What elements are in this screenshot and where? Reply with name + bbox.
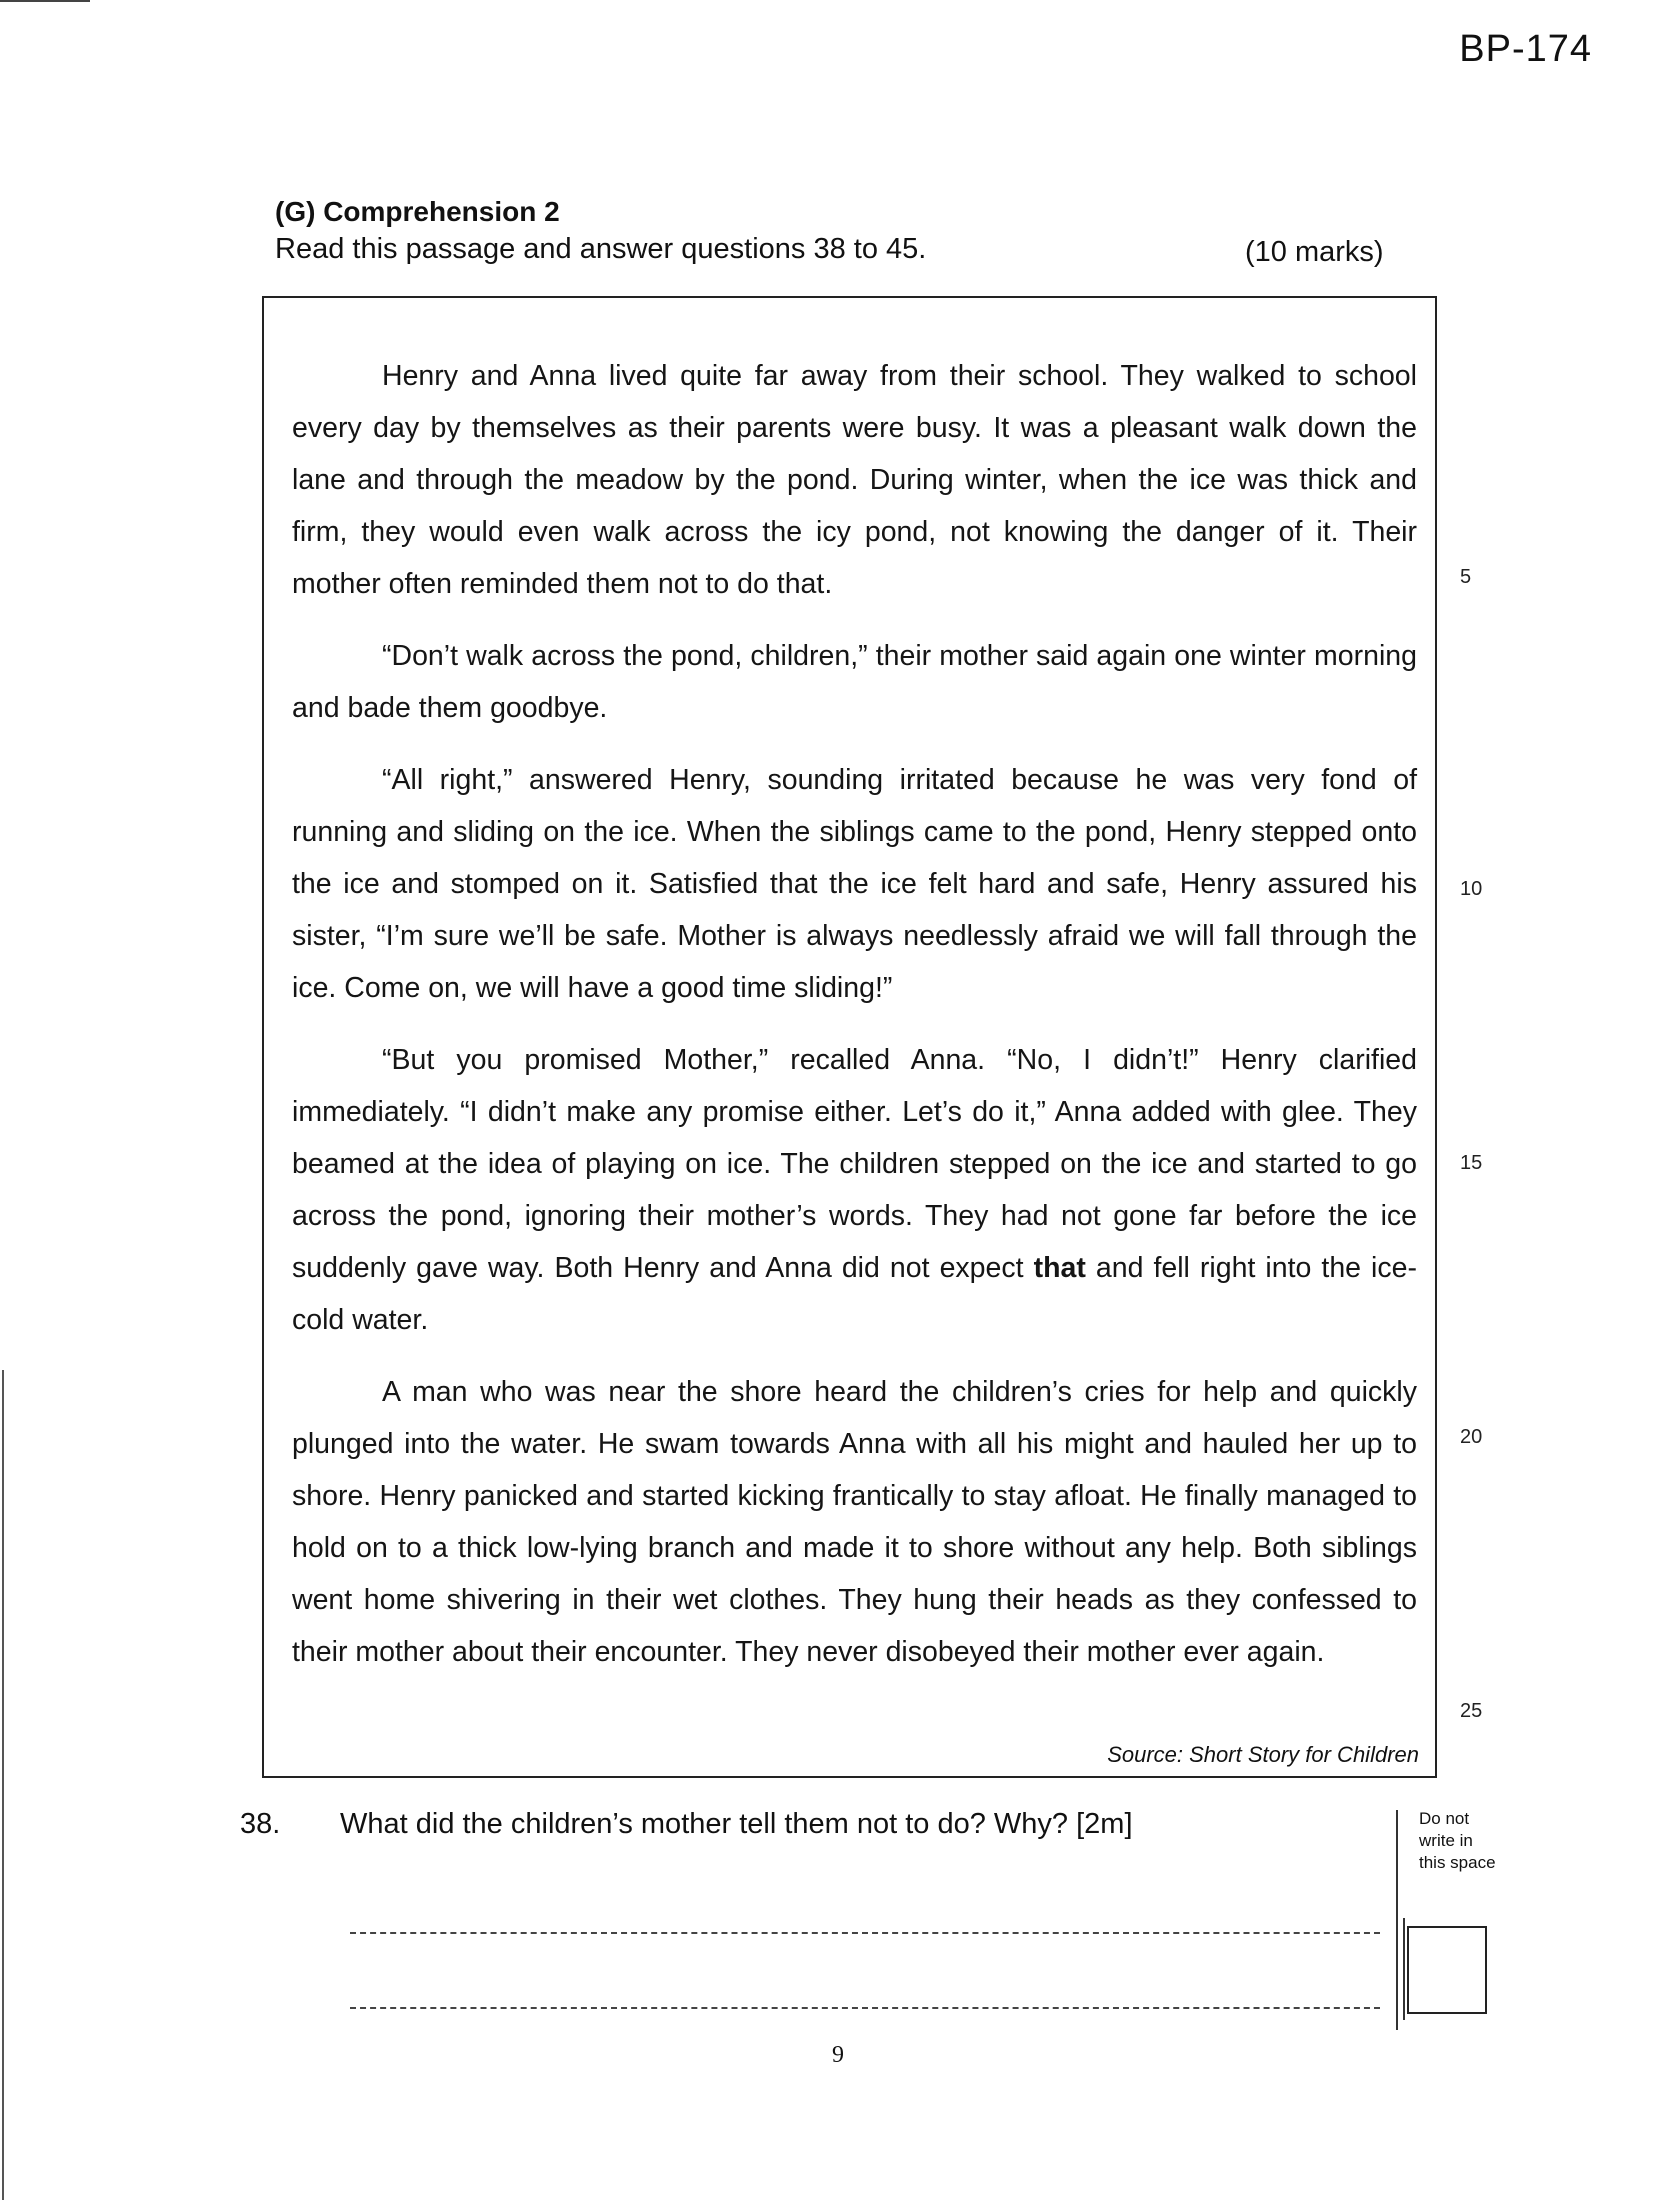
- corner-rule: [0, 0, 90, 2]
- line-number: 25: [1460, 1700, 1483, 1722]
- section-instruction: Read this passage and answer questions 38 to 45.: [275, 233, 927, 265]
- passage-paragraph-2: “Don’t walk across the pond, children,” their mother said again one winter morning and bade them goodbye.: [292, 640, 1417, 724]
- binding-edge-rule: [2, 1370, 4, 2200]
- line-number: 15: [1460, 1152, 1483, 1174]
- line-number: 20: [1460, 1426, 1483, 1448]
- section-heading: (G) Comprehension 2: [275, 196, 560, 227]
- line-number: 10: [1460, 878, 1483, 900]
- page-number: 9: [832, 2042, 844, 2068]
- paragraph-4-text-b: and fell right into the ice-cold water.: [292, 1252, 1417, 1336]
- answer-line-1[interactable]: [350, 1932, 1380, 1934]
- paper-code: BP-174: [1459, 28, 1592, 70]
- mark-box: [1407, 1926, 1487, 2014]
- line-number: 5: [1460, 566, 1472, 588]
- passage-source: Source: Short Story for Children: [1107, 1742, 1419, 1767]
- passage-text: [292, 350, 1417, 1698]
- passage-paragraph-3: “All right,” answered Henry, sounding irritated because he was very fond of running and sliding on the ice. When the siblings came to the pond, Henry stepped onto the ice and stomped on it. Satisfied that the ice felt hard and safe, Henry assured his sister, “I’m sure we’ll be safe. Mother is always needlessly afraid we will fall through the ice. Come on, we will have a good time sliding!”: [292, 764, 1417, 1004]
- paragraph-4-text-a: “But you promised Mother,” recalled Anna. “No, I didn’t!” Henry clarified immediately. “I didn’t make any promise either. Let’s do it,” Anna added with glee. They beamed at the idea of playing on ice. The children stepped on the ice and started to go across the pond, ignoring their mother’s words. They had not gone far before the ice suddenly gave way. Both Henry and Anna did not expect: [292, 1044, 1417, 1284]
- emphasised-word: that: [1033, 1252, 1086, 1284]
- question-number: 38.: [240, 1808, 281, 1840]
- passage-box: [262, 296, 1437, 1778]
- passage-paragraph-1: Henry and Anna lived quite far away from their school. They walked to school every day by themselves as their parents were busy. It was a pleasant walk down the lane and through the meadow by the pond. During winter, when the ice was thick and firm, they would even walk across the icy pond, not knowing the danger of it. Their mother often reminded them not to do that.: [292, 360, 1417, 600]
- answer-line-2[interactable]: [350, 2007, 1380, 2009]
- question-text: What did the children’s mother tell them not to do? Why? [2m]: [340, 1808, 1133, 1840]
- margin-divider: [1396, 1810, 1398, 2030]
- section-marks: (10 marks): [1245, 236, 1384, 268]
- passage-paragraph-5: A man who was near the shore heard the children’s cries for help and quickly plunged into the water. He swam towards Anna with all his might and hauled her up to shore. Henry panicked and started kicking frantically to stay afloat. He finally managed to hold on to a thick low-lying branch and made it to shore without any help. Both siblings went home shivering in their wet clothes. They hung their heads as they confessed to their mother about their encounter. They never disobeyed their mother ever again.: [292, 1376, 1417, 1668]
- passage-paragraph-4: [292, 1034, 1417, 1346]
- do-not-write-note: Do not write in this space: [1419, 1809, 1496, 1872]
